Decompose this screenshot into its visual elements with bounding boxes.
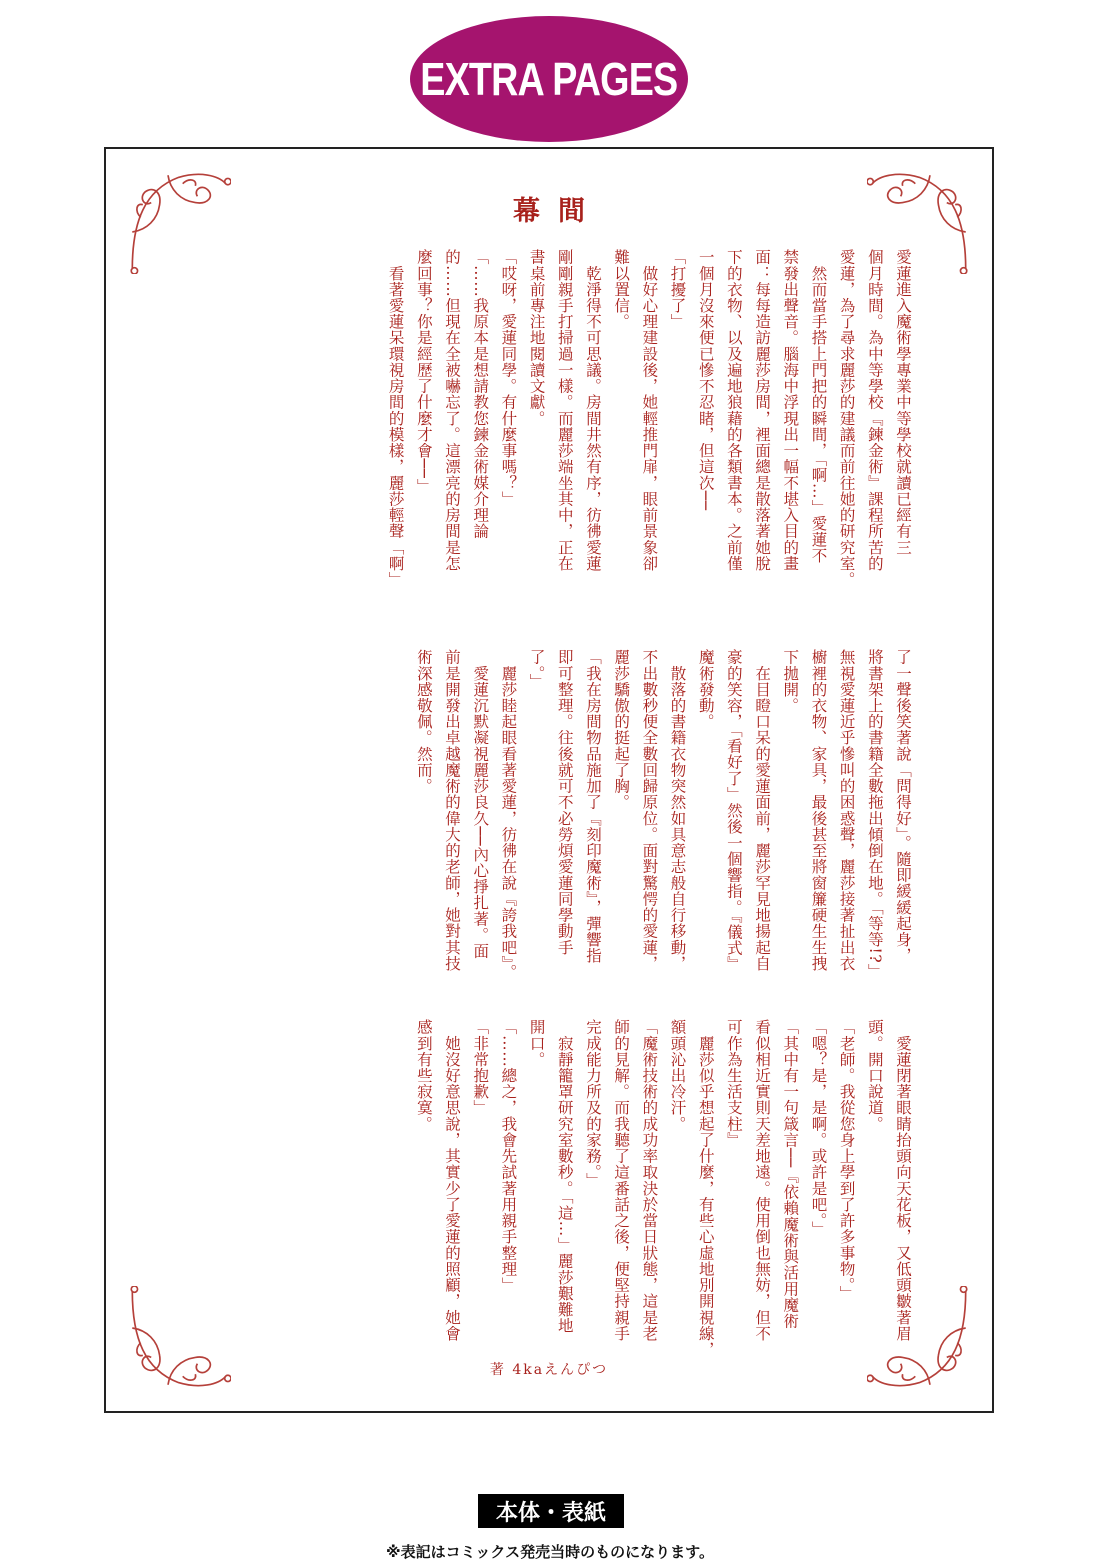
text-column: 感到有些寂寞。 <box>414 1019 433 1132</box>
text-column: 櫥裡的衣物、家具，最後甚至將窗簾硬生生拽 <box>809 649 828 972</box>
text-column: 麼回事？你是經歷了什麼才會──」 <box>414 249 433 495</box>
text-column: 愛蓮，為了尋求麗莎的建議而前往她的研究室。 <box>837 249 856 588</box>
text-column: 面：每每造訪麗莎房間，裡面總是散落著她脫 <box>753 249 772 572</box>
text-column: 難以置信。 <box>612 249 631 330</box>
text-column: 愛蓮閉著眼睛抬頭向天花板，又低頭皺著眉 <box>894 1019 912 1342</box>
text-column: 剛剛親手打掃過一樣。而麗莎端坐其中，正在 <box>555 249 574 572</box>
text-column: 看著愛蓮呆環視房間的模樣，麗莎輕聲「啊」 <box>386 249 405 588</box>
text-column: 「……我原本是想請教您鍊金術媒介理論 <box>471 249 490 540</box>
extra-pages-badge <box>410 16 688 142</box>
text-column: 她沒好意思說，其實少了愛蓮的照顧，她會 <box>443 1019 461 1342</box>
text-column: 然而當手搭上門把的瞬間，「啊…」愛蓮不 <box>809 249 828 564</box>
text-column: 不出數秒便全數回歸原位。面對驚愕的愛蓮， <box>640 649 659 972</box>
text-column: 「哎呀，愛蓮同學。有什麼事嗎？」 <box>499 249 518 507</box>
text-column: 「……總之，我會先試著用親手整理」 <box>499 1019 518 1294</box>
section-label <box>478 1494 624 1528</box>
text-column: 愛蓮沉默凝視麗莎良久──內心掙扎著。面 <box>471 649 490 960</box>
text-column: 一個月沒來便已慘不忍睹，但這次── <box>696 249 715 511</box>
document-title: 幕間 <box>513 196 603 227</box>
section-label-text: 本体・表紙 <box>495 1500 606 1526</box>
text-column: 頭。開口說道。 <box>865 1019 884 1132</box>
text-column: 豪的笑容，「看好了」然後一個響指。『儀式』 <box>724 649 743 973</box>
text-block-bottom <box>415 1019 912 1379</box>
text-column: 可作為生活支柱』 <box>724 1019 743 1148</box>
text-column: 寂靜籠罩研究室數秒。「這…」麗莎艱難地 <box>555 1019 574 1334</box>
text-column: 「嗯？是，是啊。或許是吧。」 <box>809 1019 828 1237</box>
text-column: 開口。 <box>527 1019 546 1068</box>
text-column: 「老師。我從您身上學到了許多事物。」 <box>837 1019 856 1302</box>
text-column: 看似相近實則天差地遠。使用倒也無妨，但不 <box>753 1019 772 1342</box>
text-column: 完成能力所及的家務。」 <box>583 1019 602 1189</box>
text-column: 額頭沁出冷汗。 <box>668 1019 687 1132</box>
text-column: 麗莎似乎想起了什麼，有些心虛地別開視線， <box>696 1019 715 1358</box>
text-column: 在目瞪口呆的愛蓮面前，麗莎罕見地揚起自 <box>753 649 772 972</box>
footnote: ※表記はコミックス発売当時のものになります。 <box>386 1543 714 1561</box>
text-column: 「非常抱歉」 <box>471 1019 490 1116</box>
text-column: 書桌前專注地閱讀文獻。 <box>527 249 546 427</box>
text-column: 麗莎驕傲的挺起了胸。 <box>612 649 631 811</box>
text-column: 無視愛蓮近乎慘叫的困惑聲，麗莎接著扯出衣 <box>837 649 856 972</box>
text-column: 魔術發動。 <box>696 649 715 730</box>
text-column: 麗莎睦起眼看著愛蓮，彷彿在說『誇我吧』。 <box>499 649 518 980</box>
text-column: 下的衣物、以及遍地狼藉的各類書本。之前僅 <box>724 249 743 572</box>
text-column: 「魔術技術的成功率取決於當日狀態，這是老 <box>640 1019 659 1342</box>
text-column: 愛蓮進入魔術學專業中等學校就讀已經有三 <box>894 249 912 556</box>
text-column: 「我在房間物品施加了『刻印魔術』，彈響指 <box>583 649 602 964</box>
text-column: 禁發出聲音。腦海中浮現出一幅不堪入目的畫 <box>781 249 800 572</box>
text-column: 了一聲後笑著說「問得好」。隨即緩緩起身， <box>894 649 912 964</box>
text-column: 「其中有一句箴言──『依賴魔術與活用魔術 <box>781 1019 800 1330</box>
text-column: 做好心理建設後，她輕推門扉，眼前景象卻 <box>640 249 659 572</box>
text-column: 乾淨得不可思議。房間井然有序，彷彿愛蓮 <box>583 249 602 572</box>
text-column: 即可整理。往後就可不必勞煩愛蓮同學動手 <box>555 649 574 956</box>
text-column: 了。」 <box>527 649 546 690</box>
badge-label: EXTRA PAGES <box>420 53 678 105</box>
text-column: 術深感敬佩。然而。 <box>414 649 433 795</box>
text-column: 前是開發出卓越魔術的偉大的老師，她對其技 <box>443 649 461 972</box>
author-credit: 著 4kaえんぴつ <box>489 1362 609 1378</box>
text-block-top <box>387 249 912 657</box>
text-column: 散落的書籍衣物突然如具意志般自行移動， <box>668 649 687 972</box>
text-column: 「打擾了」 <box>668 249 687 330</box>
text-column: 個月時間。為中等學校『鍊金術』課程所苦的 <box>865 249 884 572</box>
document-frame <box>104 147 994 1413</box>
text-column: 師的見解。而我聽了這番話之後，便堅持親手 <box>612 1019 631 1342</box>
text-column: 下拋開。 <box>781 649 800 714</box>
text-column: 的……但現在全被嚇忘了。這漂亮的房間是怎 <box>443 249 461 572</box>
text-column: 將書架上的書籍全數拖出傾倒在地。「等等!?」 <box>865 649 884 980</box>
